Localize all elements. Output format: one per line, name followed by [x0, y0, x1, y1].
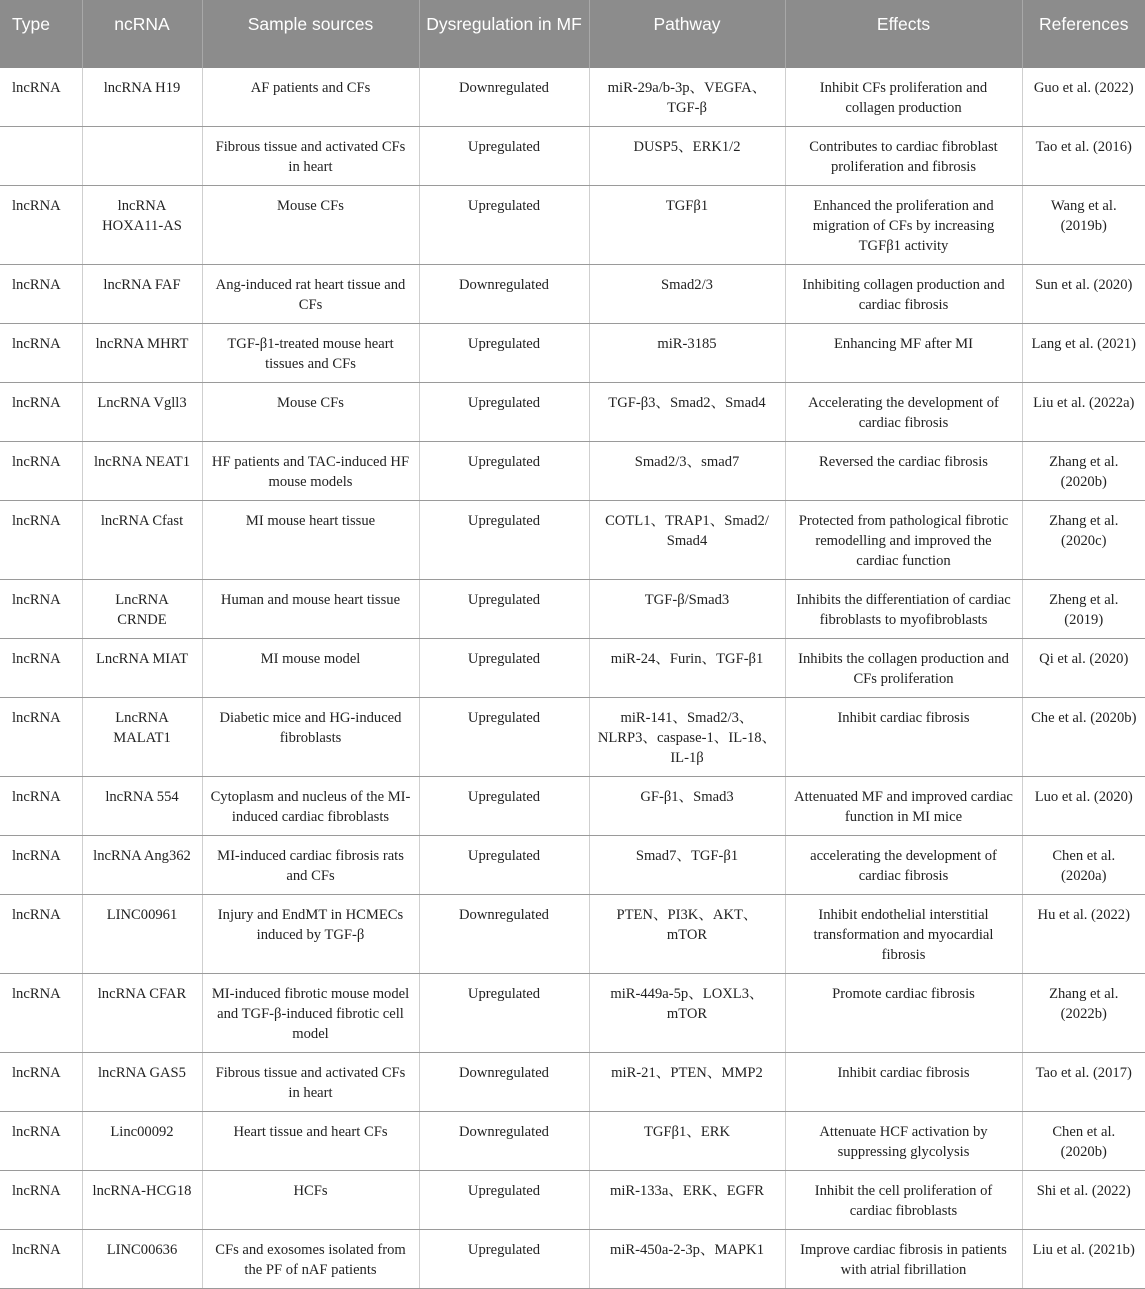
table-row — [0, 974, 1145, 1053]
cell-sample-sources: MI-induced fibrotic mouse model and TGF-β-induced fibrotic cell model — [202, 974, 419, 1053]
cell-effects: Promote cardiac fibrosis — [785, 974, 1022, 1053]
cell-ncrna: lncRNA Ang362 — [82, 836, 202, 895]
cell-dysregulation: Upregulated — [419, 698, 589, 777]
cell-pathway: TGFβ1、ERK — [589, 1112, 785, 1171]
cell-effects: Accelerating the development of cardiac fibrosis — [785, 383, 1022, 442]
cell-pathway: miR-449a-5p、LOXL3、mTOR — [589, 974, 785, 1053]
cell-sample-sources: CFs and exosomes isolated from the PF of nAF patients — [202, 1230, 419, 1289]
table-row — [0, 639, 1145, 698]
cell-pathway: miR-133a、ERK、EGFR — [589, 1171, 785, 1230]
header-type: Type — [0, 0, 82, 68]
cell-pathway: miR-450a-2-3p、MAPK1 — [589, 1230, 785, 1289]
cell-reference: Tao et al. (2016) — [1022, 127, 1145, 186]
cell-ncrna: LncRNA Vgll3 — [82, 383, 202, 442]
cell-pathway: miR-141、Smad2/3、NLRP3、caspase-1、IL-18、IL-1β — [589, 698, 785, 777]
table-row — [0, 501, 1145, 580]
cell-reference: Qi et al. (2020) — [1022, 639, 1145, 698]
cell-pathway: Smad2/3、smad7 — [589, 442, 785, 501]
cell-pathway: PTEN、PI3K、AKT、mTOR — [589, 895, 785, 974]
cell-sample-sources: HF patients and TAC-induced HF mouse models — [202, 442, 419, 501]
cell-effects: Inhibits the collagen production and CFs proliferation — [785, 639, 1022, 698]
cell-ncrna: lncRNA FAF — [82, 265, 202, 324]
cell-reference: Zhang et al. (2020c) — [1022, 501, 1145, 580]
cell-dysregulation: Upregulated — [419, 324, 589, 383]
cell-ncrna: lncRNA 554 — [82, 777, 202, 836]
cell-pathway: DUSP5、ERK1/2 — [589, 127, 785, 186]
cell-dysregulation: Downregulated — [419, 895, 589, 974]
table-row — [0, 265, 1145, 324]
cell-sample-sources: AF patients and CFs — [202, 68, 419, 127]
header-dysregulation: Dysregulation in MF — [419, 0, 589, 68]
cell-effects: Inhibit cardiac fibrosis — [785, 1053, 1022, 1112]
cell-reference: Shi et al. (2022) — [1022, 1171, 1145, 1230]
cell-type: lncRNA — [0, 68, 82, 127]
cell-sample-sources: TGF-β1-treated mouse heart tissues and CFs — [202, 324, 419, 383]
cell-ncrna: LncRNA MIAT — [82, 639, 202, 698]
cell-dysregulation: Upregulated — [419, 383, 589, 442]
cell-pathway: Smad2/3 — [589, 265, 785, 324]
cell-sample-sources: MI mouse model — [202, 639, 419, 698]
cell-type — [0, 127, 82, 186]
cell-ncrna: lncRNA Cfast — [82, 501, 202, 580]
cell-pathway: miR-29a/b-3p、VEGFA、TGF-β — [589, 68, 785, 127]
cell-ncrna: LncRNA MALAT1 — [82, 698, 202, 777]
table-row — [0, 1112, 1145, 1171]
cell-ncrna: lncRNA MHRT — [82, 324, 202, 383]
cell-dysregulation: Downregulated — [419, 68, 589, 127]
cell-effects: Attenuated MF and improved cardiac function in MI mice — [785, 777, 1022, 836]
cell-dysregulation: Upregulated — [419, 127, 589, 186]
cell-effects: Enhancing MF after MI — [785, 324, 1022, 383]
cell-type: lncRNA — [0, 1053, 82, 1112]
cell-effects: Inhibit the cell proliferation of cardiac fibroblasts — [785, 1171, 1022, 1230]
cell-effects: Reversed the cardiac fibrosis — [785, 442, 1022, 501]
header-sample-sources: Sample sources — [202, 0, 419, 68]
cell-dysregulation: Upregulated — [419, 1171, 589, 1230]
cell-type: lncRNA — [0, 698, 82, 777]
cell-sample-sources: Ang-induced rat heart tissue and CFs — [202, 265, 419, 324]
cell-pathway: TGF-β3、Smad2、Smad4 — [589, 383, 785, 442]
cell-type: lncRNA — [0, 777, 82, 836]
header-references: References — [1022, 0, 1145, 68]
header-effects: Effects — [785, 0, 1022, 68]
cell-sample-sources: HCFs — [202, 1171, 419, 1230]
cell-pathway: Smad7、TGF-β1 — [589, 836, 785, 895]
table-row — [0, 186, 1145, 265]
table-row — [0, 836, 1145, 895]
cell-type: lncRNA — [0, 383, 82, 442]
header-row — [0, 0, 1145, 68]
cell-ncrna: Linc00092 — [82, 1112, 202, 1171]
cell-reference: Zhang et al. (2022b) — [1022, 974, 1145, 1053]
table-row — [0, 777, 1145, 836]
table-row — [0, 324, 1145, 383]
cell-sample-sources: Fibrous tissue and activated CFs in heart — [202, 1053, 419, 1112]
cell-sample-sources: Mouse CFs — [202, 186, 419, 265]
cell-pathway: COTL1、TRAP1、Smad2/ Smad4 — [589, 501, 785, 580]
cell-sample-sources: Cytoplasm and nucleus of the MI-induced cardiac fibroblasts — [202, 777, 419, 836]
table-body — [0, 68, 1145, 1289]
cell-dysregulation: Upregulated — [419, 501, 589, 580]
table-row — [0, 68, 1145, 127]
cell-effects: Inhibit cardiac fibrosis — [785, 698, 1022, 777]
cell-reference: Liu et al. (2022a) — [1022, 383, 1145, 442]
cell-reference: Liu et al. (2021b) — [1022, 1230, 1145, 1289]
header-ncrna: ncRNA — [82, 0, 202, 68]
cell-effects: Inhibit CFs proliferation and collagen production — [785, 68, 1022, 127]
cell-sample-sources: Injury and EndMT in HCMECs induced by TGF-β — [202, 895, 419, 974]
cell-sample-sources: Mouse CFs — [202, 383, 419, 442]
cell-reference: Zhang et al. (2020b) — [1022, 442, 1145, 501]
cell-reference: Wang et al. (2019b) — [1022, 186, 1145, 265]
cell-pathway: miR-3185 — [589, 324, 785, 383]
cell-type: lncRNA — [0, 836, 82, 895]
cell-dysregulation: Downregulated — [419, 1053, 589, 1112]
cell-pathway: miR-21、PTEN、MMP2 — [589, 1053, 785, 1112]
cell-dysregulation: Upregulated — [419, 836, 589, 895]
cell-pathway: GF-β1、Smad3 — [589, 777, 785, 836]
cell-effects: Contributes to cardiac fibroblast proliferation and fibrosis — [785, 127, 1022, 186]
table-row — [0, 127, 1145, 186]
cell-effects: Attenuate HCF activation by suppressing glycolysis — [785, 1112, 1022, 1171]
cell-type: lncRNA — [0, 186, 82, 265]
cell-type: lncRNA — [0, 265, 82, 324]
cell-pathway: TGF-β/Smad3 — [589, 580, 785, 639]
cell-reference: Lang et al. (2021) — [1022, 324, 1145, 383]
cell-sample-sources: MI mouse heart tissue — [202, 501, 419, 580]
cell-dysregulation: Upregulated — [419, 639, 589, 698]
cell-type: lncRNA — [0, 501, 82, 580]
cell-dysregulation: Downregulated — [419, 1112, 589, 1171]
cell-effects: Improve cardiac fibrosis in patients with atrial fibrillation — [785, 1230, 1022, 1289]
cell-effects: Protected from pathological fibrotic remodelling and improved the cardiac function — [785, 501, 1022, 580]
cell-reference: Hu et al. (2022) — [1022, 895, 1145, 974]
cell-ncrna: LncRNA CRNDE — [82, 580, 202, 639]
cell-dysregulation: Upregulated — [419, 974, 589, 1053]
cell-type: lncRNA — [0, 1112, 82, 1171]
cell-type: lncRNA — [0, 324, 82, 383]
cell-reference: Tao et al. (2017) — [1022, 1053, 1145, 1112]
cell-sample-sources: Diabetic mice and HG-induced fibroblasts — [202, 698, 419, 777]
cell-reference: Sun et al. (2020) — [1022, 265, 1145, 324]
cell-reference: Luo et al. (2020) — [1022, 777, 1145, 836]
cell-ncrna: lncRNA H19 — [82, 68, 202, 127]
cell-reference: Che et al. (2020b) — [1022, 698, 1145, 777]
cell-type: lncRNA — [0, 1171, 82, 1230]
cell-dysregulation: Downregulated — [419, 265, 589, 324]
cell-dysregulation: Upregulated — [419, 1230, 589, 1289]
cell-sample-sources: Human and mouse heart tissue — [202, 580, 419, 639]
cell-dysregulation: Upregulated — [419, 186, 589, 265]
cell-reference: Zheng et al. (2019) — [1022, 580, 1145, 639]
cell-ncrna: LINC00636 — [82, 1230, 202, 1289]
cell-sample-sources: Heart tissue and heart CFs — [202, 1112, 419, 1171]
cell-effects: Inhibit endothelial interstitial transformation and myocardial fibrosis — [785, 895, 1022, 974]
cell-type: lncRNA — [0, 1230, 82, 1289]
cell-reference: Guo et al. (2022) — [1022, 68, 1145, 127]
table-row — [0, 1053, 1145, 1112]
cell-type: lncRNA — [0, 895, 82, 974]
cell-reference: Chen et al. (2020a) — [1022, 836, 1145, 895]
cell-reference: Chen et al. (2020b) — [1022, 1112, 1145, 1171]
cell-ncrna: lncRNA-HCG18 — [82, 1171, 202, 1230]
table-row — [0, 895, 1145, 974]
cell-pathway: TGFβ1 — [589, 186, 785, 265]
cell-dysregulation: Upregulated — [419, 442, 589, 501]
cell-dysregulation: Upregulated — [419, 777, 589, 836]
cell-ncrna: lncRNA HOXA11-AS — [82, 186, 202, 265]
cell-type: lncRNA — [0, 639, 82, 698]
header-pathway: Pathway — [589, 0, 785, 68]
table-row — [0, 383, 1145, 442]
cell-sample-sources: MI-induced cardiac fibrosis rats and CFs — [202, 836, 419, 895]
table-row — [0, 580, 1145, 639]
cell-pathway: miR-24、Furin、TGF-β1 — [589, 639, 785, 698]
cell-ncrna: lncRNA GAS5 — [82, 1053, 202, 1112]
cell-ncrna — [82, 127, 202, 186]
cell-effects: Inhibiting collagen production and cardiac fibrosis — [785, 265, 1022, 324]
cell-ncrna: LINC00961 — [82, 895, 202, 974]
cell-type: lncRNA — [0, 580, 82, 639]
table-row — [0, 1171, 1145, 1230]
table-row — [0, 698, 1145, 777]
table-row — [0, 442, 1145, 501]
cell-effects: accelerating the development of cardiac fibrosis — [785, 836, 1022, 895]
cell-type: lncRNA — [0, 974, 82, 1053]
cell-ncrna: lncRNA CFAR — [82, 974, 202, 1053]
cell-dysregulation: Upregulated — [419, 580, 589, 639]
cell-sample-sources: Fibrous tissue and activated CFs in heart — [202, 127, 419, 186]
cell-ncrna: lncRNA NEAT1 — [82, 442, 202, 501]
cell-type: lncRNA — [0, 442, 82, 501]
table-row — [0, 1230, 1145, 1289]
cell-effects: Inhibits the differentiation of cardiac fibroblasts to myofibroblasts — [785, 580, 1022, 639]
cell-effects: Enhanced the proliferation and migration of CFs by increasing TGFβ1 activity — [785, 186, 1022, 265]
